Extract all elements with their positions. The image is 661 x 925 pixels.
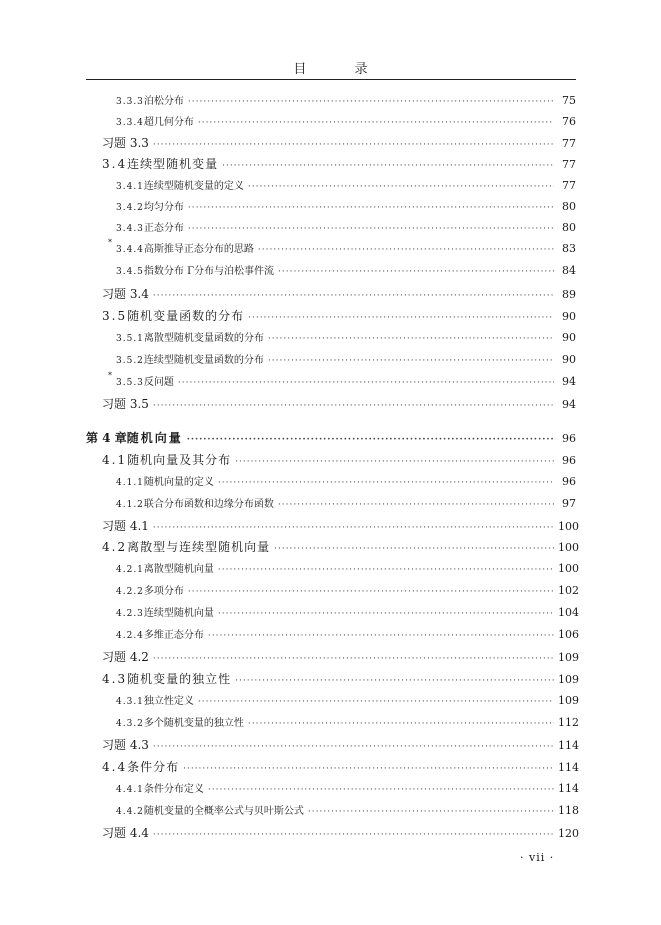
toc-entry-page: 77: [562, 158, 576, 171]
toc-entry-page: 118: [558, 804, 579, 817]
toc-entry-number: 3.4.3: [116, 224, 144, 234]
toc-entry-title: 反问题: [143, 377, 174, 388]
leader-dots: [208, 631, 554, 641]
leader-dots: [268, 356, 554, 366]
toc-entry-number: 3.4.5: [116, 267, 144, 277]
toc-chapter-entry[interactable]: [0, 429, 661, 446]
toc-entry-page: 89: [562, 288, 576, 301]
header-rule: [86, 79, 576, 80]
toc-exercise-entry[interactable]: [0, 736, 661, 753]
leader-dots: [153, 401, 554, 411]
leader-dots: [235, 676, 554, 686]
toc-entry-page: 84: [562, 264, 576, 277]
toc-exercise-entry[interactable]: [0, 517, 661, 534]
toc-entry-page: 80: [562, 221, 576, 234]
toc-entry-number: 4.2.4: [116, 631, 144, 641]
toc-section-entry[interactable]: [0, 155, 661, 172]
toc-exercise-entry[interactable]: [0, 285, 661, 302]
toc-section-entry[interactable]: [0, 758, 661, 775]
toc-entry-page: 97: [562, 497, 576, 510]
leader-dots: [235, 457, 554, 467]
toc-entry-page: 94: [562, 375, 576, 388]
leader-dots: [248, 313, 554, 323]
toc-entry-number: 4.3: [102, 672, 128, 686]
toc-exercise-entry[interactable]: [0, 824, 661, 841]
leader-dots: [153, 830, 554, 840]
leader-dots: [278, 500, 554, 510]
leader-dots: [208, 785, 554, 795]
toc-entry-number: 4.4.2: [116, 807, 144, 817]
toc-entry-number: 4.1: [102, 453, 128, 467]
toc-entry-page: 90: [562, 353, 576, 366]
toc-entry-number: 4.3.2: [116, 719, 144, 729]
toc-subsection-entry[interactable]: [0, 714, 661, 729]
toc-entry-number: 3.4.1: [116, 182, 144, 192]
toc-entry-title: 高斯推导正态分布的思路: [143, 244, 254, 255]
toc-entry-title: 离散型与连续型随机向量: [127, 540, 271, 554]
toc-entry-page: 90: [562, 310, 576, 323]
toc-entry-title: 随机变量的全概率公式与贝叶斯公式: [143, 806, 304, 817]
toc-subsection-entry[interactable]: [0, 802, 661, 817]
leader-dots: [308, 807, 554, 817]
toc-entry-page: 114: [558, 739, 579, 752]
leader-dots: [274, 544, 554, 554]
leader-dots: [278, 267, 554, 277]
toc-exercise-entry[interactable]: [0, 395, 661, 412]
toc-entry-title: 条件分布: [127, 760, 180, 774]
toc-subsection-entry[interactable]: [0, 351, 661, 366]
toc-entry-page: 100: [558, 541, 579, 554]
toc-entry-title: 习题 4.4: [102, 826, 149, 840]
toc-section-entry[interactable]: [0, 538, 661, 555]
toc-entry-title: 习题 4.3: [102, 738, 149, 752]
leader-dots: [268, 334, 554, 344]
leader-dots: [248, 182, 554, 192]
toc-section-entry[interactable]: [0, 670, 661, 687]
leader-dots: [198, 697, 554, 707]
toc-entry-number: 3.4: [102, 157, 128, 171]
toc-entry-page: 109: [558, 651, 579, 664]
toc-entry-title: 连续型随机变量: [127, 157, 219, 171]
toc-entry-number: 3.4.4: [116, 245, 144, 255]
toc-entry-number: 4.4.1: [116, 785, 144, 795]
toc-section-entry[interactable]: [0, 307, 661, 324]
toc-entry-number: 3.5: [102, 309, 128, 323]
toc-entry-title: 习题 3.5: [102, 397, 149, 411]
toc-entry-title: 随机变量的独立性: [127, 672, 232, 686]
toc-entry-page: 96: [562, 454, 576, 467]
toc-entry-title: 习题 4.2: [102, 650, 149, 664]
toc-subsection-entry[interactable]: [0, 262, 661, 277]
leader-dots: [178, 378, 554, 388]
leader-dots: [153, 523, 554, 533]
toc-entry-title: 多个随机变量的独立性: [143, 718, 244, 729]
toc-entry-title: 离散型随机向量: [143, 564, 214, 575]
toc-entry-number: 3.4.2: [116, 203, 144, 213]
toc-entry-title: 指数分布 Γ分布与泊松事件流: [143, 266, 275, 277]
toc-subsection-entry[interactable]: [0, 780, 661, 795]
toc-entry-page: 112: [558, 716, 579, 729]
toc-entry-number: 4.1.2: [116, 500, 144, 510]
toc-subsection-entry[interactable]: [0, 473, 661, 488]
toc-entry-page: 114: [558, 761, 579, 774]
toc-entry-title: 连续型随机变量函数的分布: [143, 355, 264, 366]
toc-entry-page: 77: [562, 137, 576, 150]
toc-entry-number: 4.3.1: [116, 697, 144, 707]
toc-entry-title: 联合分布函数和边缘分布函数: [143, 499, 274, 510]
leader-dots: [258, 245, 554, 255]
toc-subsection-entry[interactable]: [0, 495, 661, 510]
toc-entry-title: 条件分布定义: [143, 784, 204, 795]
leader-dots: [188, 97, 554, 107]
toc-entry-page: 109: [558, 673, 579, 686]
leader-dots: [153, 742, 554, 752]
toc-entry-page: 80: [562, 200, 576, 213]
toc-entry-number: 3.5.2: [116, 356, 144, 366]
toc-entry-title: 离散型随机变量函数的分布: [143, 333, 264, 344]
toc-entry-number: 3.5.3: [116, 378, 144, 388]
leader-dots: [188, 587, 554, 597]
toc-entry-title: 正态分布: [143, 223, 184, 234]
toc-entry-page: 83: [562, 242, 576, 255]
toc-entry-number: 3.5.1: [116, 334, 144, 344]
leader-dots: [218, 565, 554, 575]
toc-entry-title: 连续型随机向量: [143, 608, 214, 619]
toc-entry-page: 96: [562, 475, 576, 488]
toc-entry-title: 独立性定义: [143, 696, 194, 707]
leader-dots: [153, 654, 554, 664]
leader-dots: [218, 609, 554, 619]
toc-entry-title: 泊松分布: [143, 96, 184, 107]
toc-subsection-entry[interactable]: [0, 113, 661, 128]
leader-dots: [153, 140, 554, 150]
toc-entry-number: 3.3.3: [116, 97, 144, 107]
toc-entry-number: 3.3.4: [116, 118, 144, 128]
toc-entry-page: 90: [562, 331, 576, 344]
toc-entry-page: 106: [558, 628, 579, 641]
toc-entry-page: 77: [562, 179, 576, 192]
toc-subsection-entry[interactable]: [0, 373, 661, 388]
toc-entry-title: 随机向量的定义: [143, 477, 214, 488]
toc-subsection-entry[interactable]: [0, 240, 661, 255]
toc-subsection-entry[interactable]: [0, 582, 661, 597]
toc-entry-title: 习题 4.1: [102, 519, 149, 533]
toc-subsection-entry[interactable]: [0, 560, 661, 575]
leader-dots: [183, 764, 554, 774]
toc-entry-page: 102: [558, 584, 579, 597]
leader-dots: [188, 224, 554, 234]
toc-entry-title: 随机向量及其分布: [127, 453, 232, 467]
toc-subsection-entry[interactable]: [0, 198, 661, 213]
toc-exercise-entry[interactable]: [0, 134, 661, 151]
toc-entry-page: 75: [562, 94, 576, 107]
toc-entry-number: 4.4: [102, 760, 128, 774]
toc-entry-number: 4.2.2: [116, 587, 144, 597]
leader-dots: [248, 719, 554, 729]
toc-section-entry[interactable]: [0, 451, 661, 468]
toc-entry-page: 94: [562, 398, 576, 411]
toc-subsection-entry[interactable]: [0, 626, 661, 641]
toc-entry-page: 114: [558, 782, 579, 795]
toc-subsection-entry[interactable]: [0, 219, 661, 234]
toc-entry-page: 100: [558, 562, 579, 575]
toc-entry-number: 4.2.1: [116, 565, 144, 575]
toc-subsection-entry[interactable]: [0, 329, 661, 344]
leader-dots: [198, 118, 554, 128]
toc-entry-title: 多维正态分布: [143, 630, 204, 641]
toc-entry-page: 109: [558, 694, 579, 707]
toc-entry-page: 96: [562, 432, 576, 445]
toc-entry-number: 4.2.3: [116, 609, 144, 619]
page-number: · vii ·: [520, 851, 555, 864]
toc-entry-title: 习题 3.3: [102, 136, 149, 150]
toc-entry-number: 第 4 章: [86, 431, 127, 445]
toc-subsection-entry[interactable]: [0, 92, 661, 107]
toc-entry-page: 120: [558, 827, 579, 840]
leader-dots: [222, 161, 554, 171]
toc-entry-title: 多项分布: [143, 586, 184, 597]
toc-exercise-entry[interactable]: [0, 648, 661, 665]
toc-entry-title: 超几何分布: [143, 117, 194, 128]
toc-entry-title: 随机向量: [126, 431, 183, 445]
optional-star-mark: *: [108, 371, 112, 380]
leader-dots: [187, 435, 554, 445]
toc-entry-title: 习题 3.4: [102, 287, 149, 301]
leader-dots: [218, 478, 554, 488]
toc-subsection-entry[interactable]: [0, 604, 661, 619]
toc-entry-number: 4.2: [102, 540, 128, 554]
toc-entry-page: 100: [558, 520, 579, 533]
toc-entry-number: 4.1.1: [116, 478, 144, 488]
toc-entry-page: 104: [558, 606, 579, 619]
toc-entry-page: 76: [562, 115, 576, 128]
leader-dots: [188, 203, 554, 213]
toc-subsection-entry[interactable]: [0, 692, 661, 707]
optional-star-mark: *: [108, 238, 112, 247]
toc-entry-title: 均匀分布: [143, 202, 184, 213]
toc-subsection-entry[interactable]: [0, 177, 661, 192]
page-title: 目 录: [293, 62, 390, 77]
toc-entry-title: 连续型随机变量的定义: [143, 181, 244, 192]
toc-entry-title: 随机变量函数的分布: [127, 309, 245, 323]
leader-dots: [153, 291, 554, 301]
